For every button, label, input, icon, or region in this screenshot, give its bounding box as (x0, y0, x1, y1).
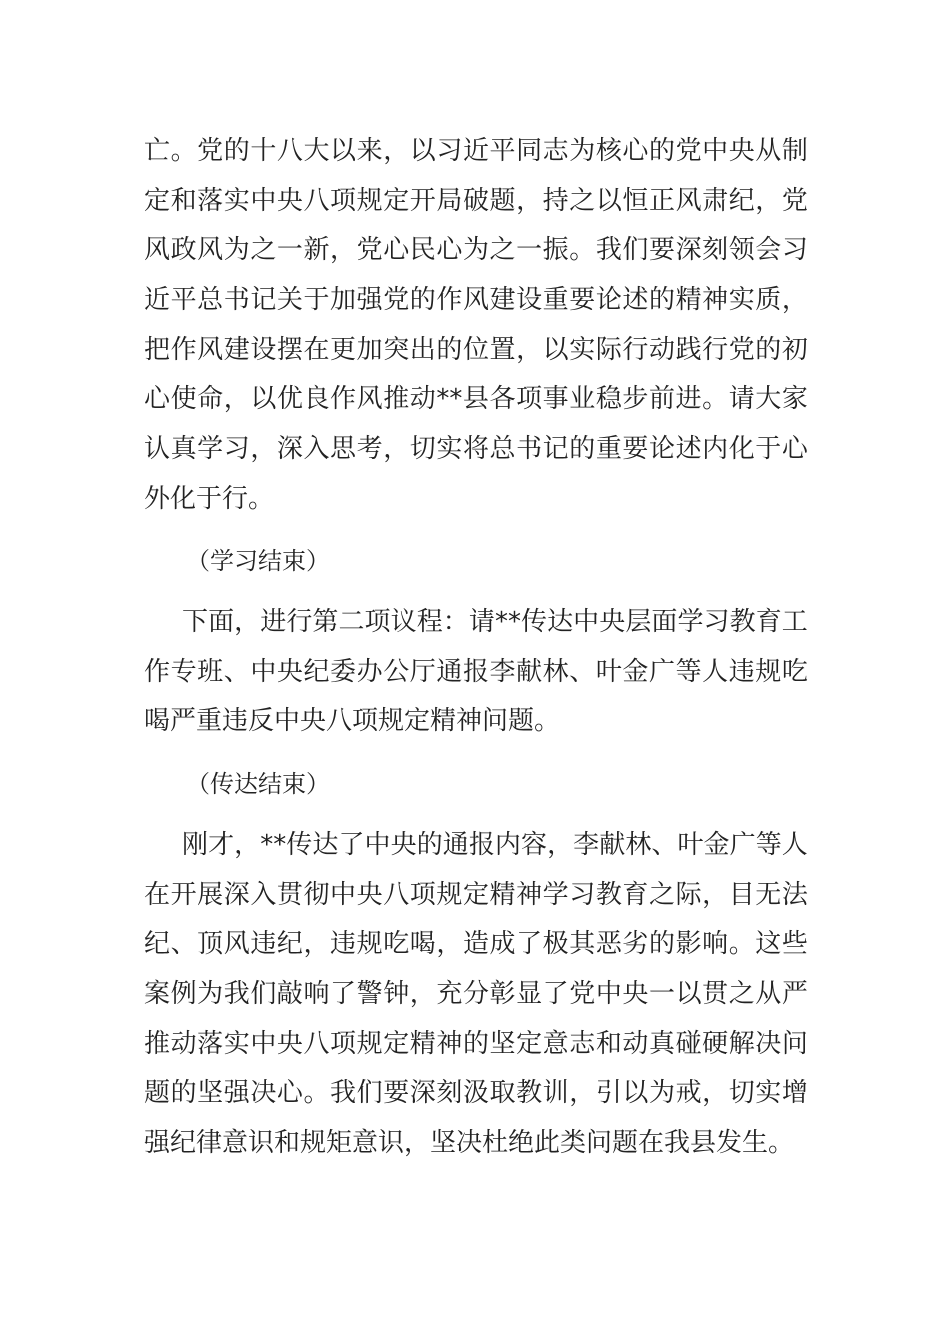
paragraph-line: 心 使 命 ， 以 优 良 作 风 推 动 ** 县 各 项 事 业 稳 步 前 进 。 请 大 家 (144, 384, 808, 415)
paragraph-line: 在 开 展 深 入 贯 彻 中 央 八 项 规 定 精 神 学 习 教 育 之 际 ， 目 无 法 (144, 879, 808, 910)
paragraph-line: 把 作 风 建 设 摆 在 更 加 突 出 的 位 置 ， 以 实 际 行 动 践 行 党 的 初 (144, 334, 808, 365)
paragraph-agenda-item-two (144, 598, 808, 747)
paragraph-line: 近 平 总 书 记 关 于 加 强 党 的 作 风 建 设 重 要 论 述 的 精 神 实 质 ， (144, 285, 808, 316)
paragraph-line: 亡 。 党 的 十 八 大 以 来 ， 以 习 近 平 同 志 为 核 心 的 党 中 央 从 制 (144, 136, 808, 166)
paragraph-line: 题 的 坚 强 决 心 。 我 们 要 深 刻 汲 取 教 训 ， 引 以 为 戒 ， 切 实 增 (144, 1078, 808, 1109)
paragraph-line: 认 真 学 习 ， 深 入 思 考 ， 切 实 将 总 书 记 的 重 要 论 述 内 化 于 心 (144, 434, 808, 465)
note-study-end: （学习结束） (186, 547, 330, 575)
paragraph-line: 强纪律意识和规矩意识，坚决杜绝此类问题在我县发生。 (144, 1128, 795, 1159)
paragraph-line: 下 面 ， 进 行 第 二 项 议 程 ： 请 ** 传 达 中 央 层 面 学 习 教 育 工 (182, 607, 808, 637)
paragraph-line: 推 动 落 实 中 央 八 项 规 定 精 神 的 坚 定 意 志 和 动 真 碰 硬 解 决 问 (144, 1028, 808, 1059)
paragraph-line: 定 和 落 实 中 央 八 项 规 定 开 局 破 题 ， 持 之 以 恒 正 风 肃 纪 ， 党 (144, 185, 808, 216)
paragraph-line: 纪 、 顶 风 违 纪 ， 违 规 吃 喝 ， 造 成 了 极 其 恶 劣 的 影 响 。 这 些 (144, 929, 808, 960)
paragraph-line: 作 专 班 、 中 央 纪 委 办 公 厅 通 报 李 献 林 、 叶 金 广 等 人 违 规 吃 (144, 656, 808, 687)
paragraph-line: 风 政 风 为 之 一 新 ， 党 心 民 心 为 之 一 振 。 我 们 要 深 刻 领 会 习 (144, 235, 808, 266)
paragraph-study-summary (144, 127, 808, 525)
note-relay-end: （传达结束） (186, 770, 330, 798)
paragraph-case-reflection (144, 821, 808, 1169)
paragraph-line: 刚 才 ， ** 传 达 了 中 央 的 通 报 内 容 ， 李 献 林 、 叶 金 广 等 人 (182, 830, 808, 860)
paragraph-line: 案 例 为 我 们 敲 响 了 警 钟 ， 充 分 彰 显 了 党 中 央 一 以 贯 之 从 严 (144, 979, 808, 1010)
paragraph-line: 外化于行。 (144, 483, 275, 514)
paragraph-line: 喝严重违反中央八项规定精神问题。 (144, 706, 561, 737)
